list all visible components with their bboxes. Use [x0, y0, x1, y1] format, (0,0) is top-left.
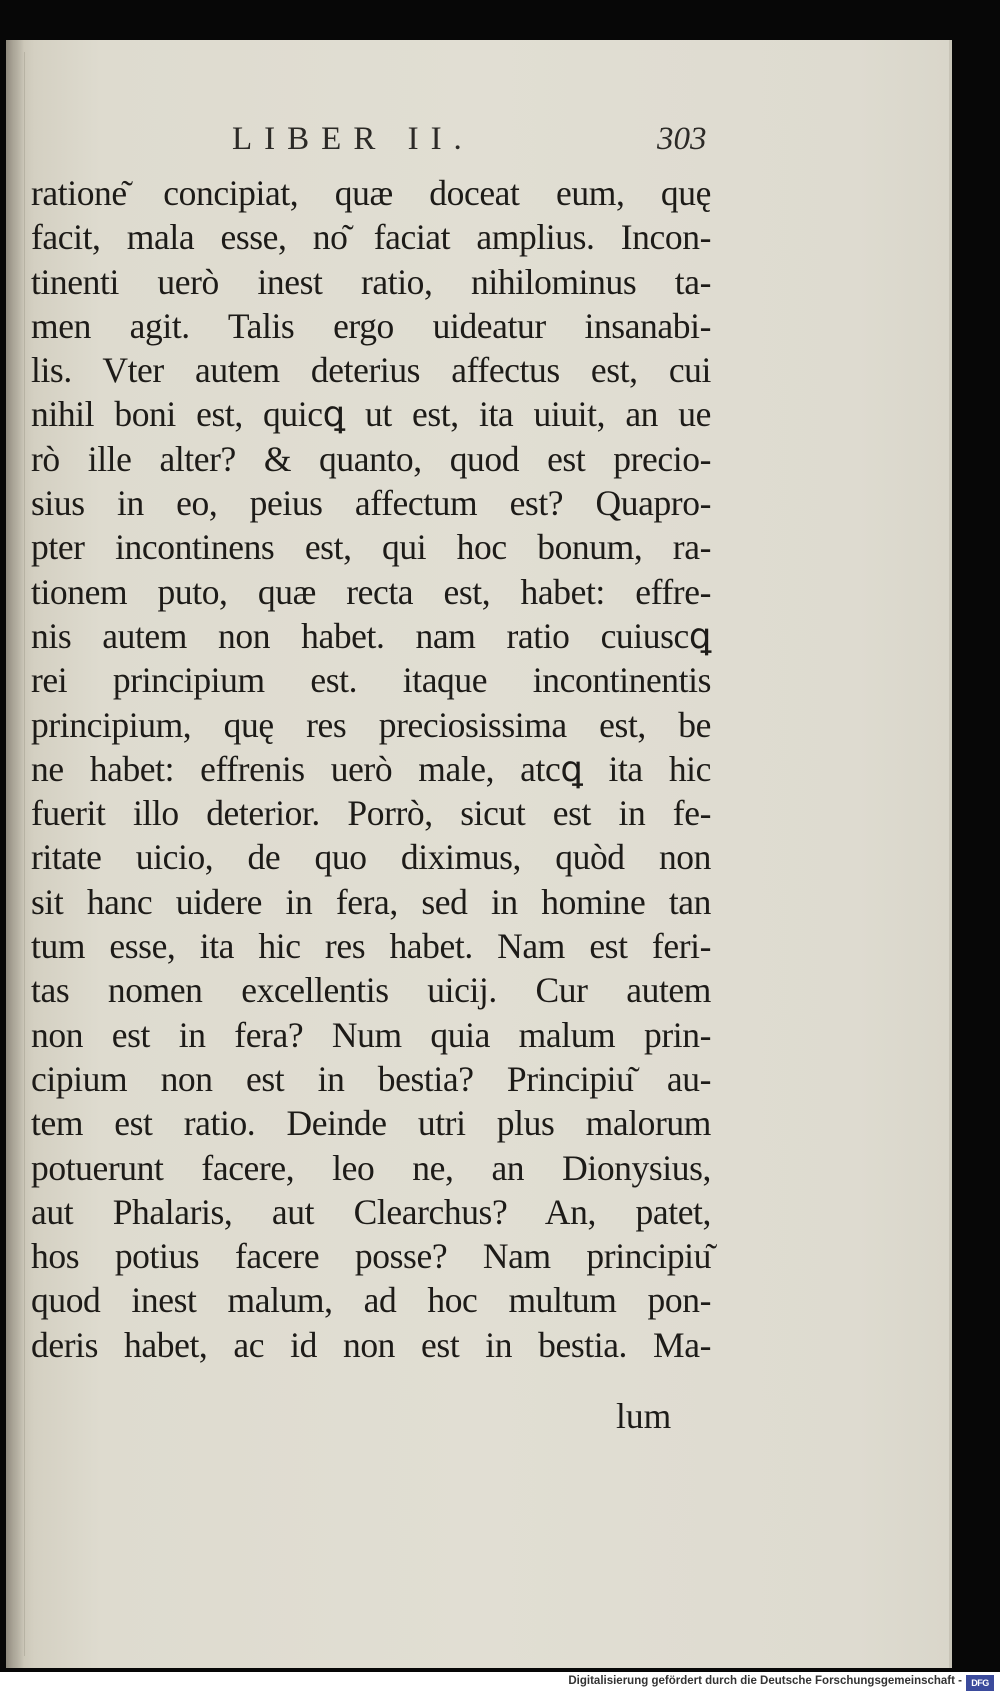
- text-line: pter incontinens est, qui hoc bonum, ra-: [31, 527, 711, 568]
- text-line: aut Phalaris, aut Clearchus? An, patet,: [31, 1191, 711, 1232]
- text-line: hos potius facere posse? Nam principiu͂: [31, 1236, 711, 1277]
- text-line: principium, quę res preciosissima est, be: [31, 704, 711, 745]
- dfg-logo: DFG: [966, 1675, 994, 1691]
- text-line: tinenti uerò inest ratio, nihilominus ta-: [31, 261, 711, 302]
- text-line: tem est ratio. Deinde utri plus malorum: [31, 1103, 711, 1144]
- text-line: facit, mala esse, no͂ faciat amplius. Incon-: [31, 217, 711, 258]
- body-text: [31, 171, 711, 1367]
- text-line: tionem puto, quæ recta est, habet: effre-: [31, 571, 711, 612]
- text-line: ne habet: effrenis uerò male, atcꝗ ita hic: [31, 748, 711, 789]
- text-line: tas nomen excellentis uicij. Cur autem: [31, 970, 711, 1011]
- text-line: tum esse, ita hic res habet. Nam est feri-: [31, 926, 711, 967]
- text-line: quod inest malum, ad hoc multum pon-: [31, 1280, 711, 1321]
- text-line: ritate uicio, de quo diximus, quòd non: [31, 837, 711, 878]
- text-line: non est in fera? Num quia malum prin-: [31, 1014, 711, 1055]
- funding-credit: Digitalisierung gefördert durch die Deutsche Forschungsgemeinschaft -: [568, 1675, 962, 1687]
- running-head: LIBER II.: [232, 121, 474, 157]
- text-line: lis. Vter autem deterius affectus est, cui: [31, 350, 711, 391]
- text-line: cipium non est in bestia? Principiu͂ au-: [31, 1058, 711, 1099]
- text-line: rei principium est. itaque incontinentis: [31, 660, 711, 701]
- text-line: sius in eo, peius affectum est? Quapro-: [31, 483, 711, 524]
- catchword: lum: [616, 1396, 672, 1436]
- text-line: rò ille alter? & quanto, quod est precio-: [31, 438, 711, 479]
- footer-strip: [0, 1672, 1000, 1696]
- text-line: ratione͂ concipiat, quæ doceat eum, quę: [31, 173, 711, 213]
- text-line: deris habet, ac id non est in bestia. Ma-: [31, 1324, 711, 1365]
- text-line: fuerit illo deterior. Porrò, sicut est in fe-: [31, 793, 711, 834]
- text-line: nihil boni est, quicꝗ ut est, ita uiuit, an ue: [31, 394, 711, 435]
- text-line: potuerunt facere, leo ne, an Dionysius,: [31, 1147, 711, 1188]
- text-line: nis autem non habet. nam ratio cuiuscꝗ: [31, 615, 711, 656]
- page-header: [232, 121, 732, 171]
- page-number: 303: [657, 121, 707, 157]
- text-line: men agit. Talis ergo uideatur insanabi-: [31, 305, 711, 346]
- book-page: [6, 40, 952, 1668]
- text-line: sit hanc uidere in fera, sed in homine tan: [31, 881, 711, 922]
